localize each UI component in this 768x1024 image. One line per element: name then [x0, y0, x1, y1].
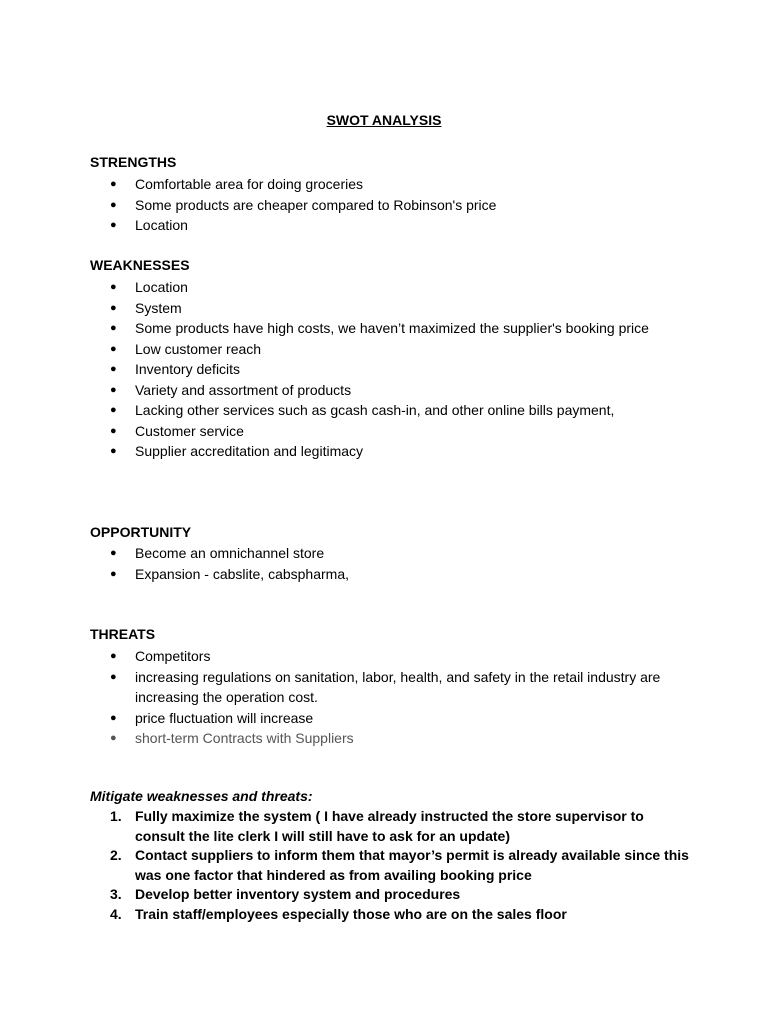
bullet-icon: ●: [110, 383, 117, 396]
list-item: ● increasing regulations on sanitation, labor, health, and safety in the retail industry are increasing the operation cost.: [110, 668, 661, 705]
weaknesses-heading: WEAKNESSES: [90, 257, 190, 273]
list-item: ● Location: [90, 215, 690, 236]
list-item: ● Customer service: [90, 421, 690, 442]
list-item: ● Location: [90, 277, 690, 298]
bullet-icon: ●: [110, 424, 117, 437]
list-number: 3.: [110, 886, 122, 902]
threats-list: [90, 646, 690, 749]
opportunity-heading: OPPORTUNITY: [90, 524, 192, 540]
bullet-icon: ●: [110, 732, 117, 744]
bullet-icon: ●: [110, 322, 117, 334]
list-item: ● Supplier accreditation and legitimacy: [90, 441, 690, 462]
list-item: ● Expansion - cabslite, cabspharma,: [90, 564, 690, 585]
bullet-icon: ●: [110, 301, 117, 314]
list-item: ● Comfortable area for doing groceries: [90, 174, 690, 195]
strengths-list: [90, 174, 690, 236]
list-item: ● short-term Contracts with Suppliers: [90, 728, 690, 749]
list-item: 1. Fully maximize the system ( I have already instructed the store supervisor to consult the lite clerk I will still have to ask for an update): [110, 808, 644, 844]
list-number: 2.: [110, 847, 122, 863]
bullet-icon: ●: [110, 650, 117, 662]
bullet-icon: ●: [110, 670, 117, 683]
mitigate-list: [90, 807, 690, 924]
list-item: 3. Develop better inventory system and procedures: [90, 885, 690, 905]
strengths-heading: STRENGTHS: [90, 154, 177, 170]
list-item: ● Variety and assortment of products: [90, 380, 690, 401]
threats-heading: THREATS: [90, 626, 156, 642]
bullet-icon: ●: [110, 342, 117, 355]
list-item: ● Some products are cheaper compared to Robinson's price: [90, 195, 690, 216]
list-item: ● price fluctuation will increase: [90, 708, 690, 729]
list-item: 2. Contact suppliers to inform them that mayor’s permit is already available since this was one factor that hindered as from availing booking price: [110, 847, 689, 883]
page-title: SWOT ANALYSIS: [326, 112, 442, 128]
list-item: ● Inventory deficits: [90, 359, 690, 380]
bullet-icon: ●: [110, 363, 117, 375]
bullet-icon: ●: [110, 445, 117, 457]
list-item: ● System: [90, 298, 690, 319]
bullet-icon: ●: [110, 711, 117, 724]
bullet-icon: ●: [110, 198, 117, 211]
list-item: ● Some products have high costs, we haven’t maximized the supplier's booking price: [90, 318, 690, 339]
list-number: 4.: [110, 905, 122, 922]
list-number: 1.: [110, 808, 122, 824]
opportunity-list: [90, 543, 690, 584]
bullet-icon: ●: [110, 281, 117, 293]
list-item: ● Become an omnichannel store: [90, 543, 690, 564]
bullet-icon: ●: [110, 219, 117, 231]
list-item: 4. Train staff/employees especially those who are on the sales floor: [90, 905, 690, 925]
list-item: ● Lacking other services such as gcash cash-in, and other online bills payment,: [90, 400, 690, 421]
list-item: ● Low customer reach: [90, 339, 690, 360]
bullet-icon: ●: [110, 404, 117, 416]
mitigate-heading: Mitigate weaknesses and threats:: [90, 788, 313, 804]
weaknesses-list: [90, 277, 690, 462]
bullet-icon: ●: [110, 547, 117, 559]
bullet-icon: ●: [110, 178, 117, 190]
list-item: ● Competitors: [90, 646, 690, 667]
bullet-icon: ●: [110, 567, 117, 580]
